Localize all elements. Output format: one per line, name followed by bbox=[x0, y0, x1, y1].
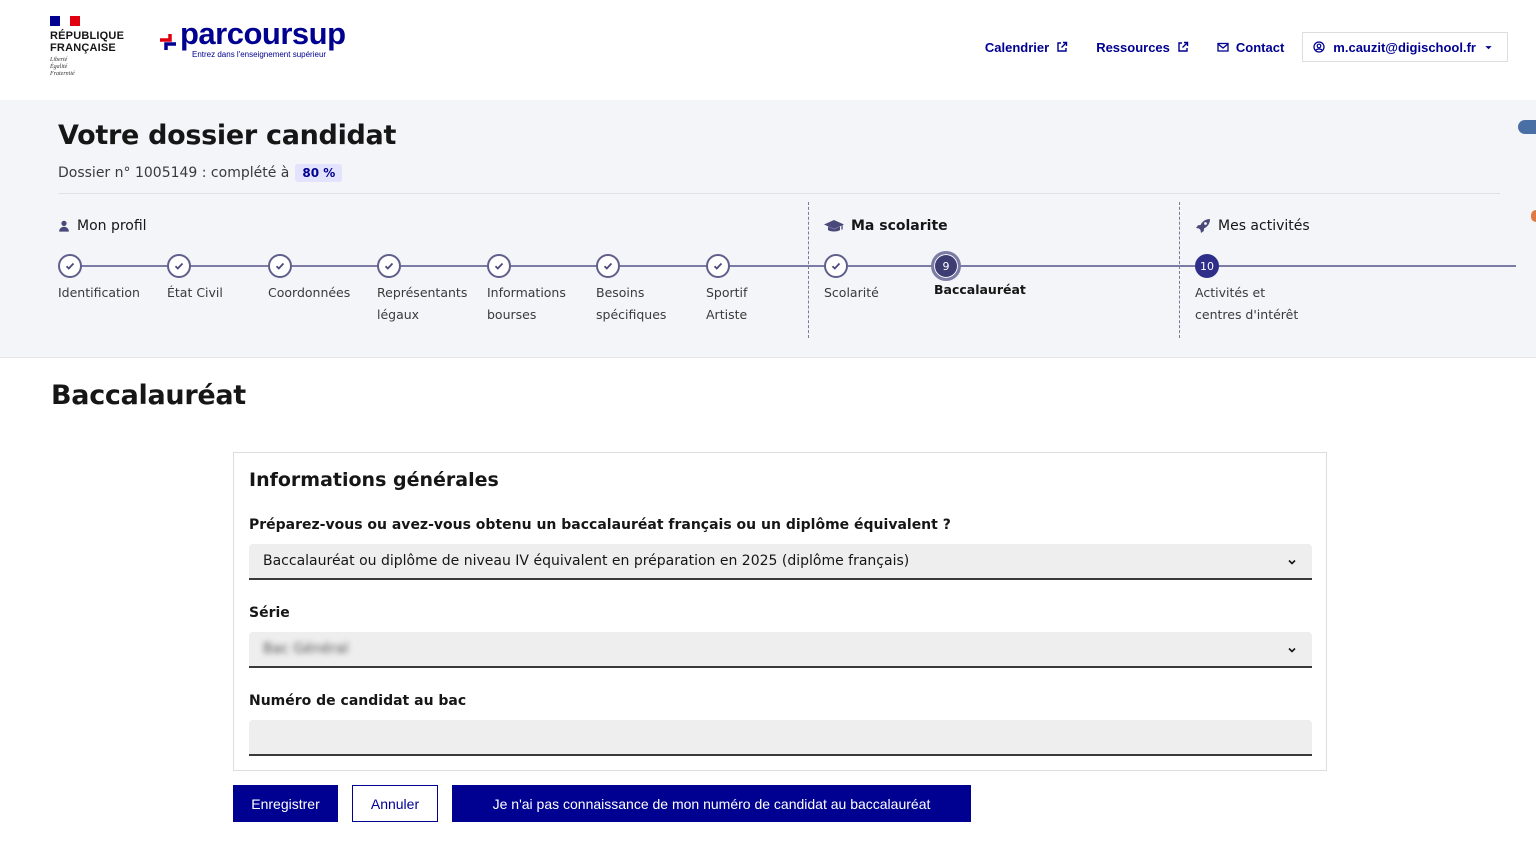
rf-motto-fraternite: Fraternité bbox=[50, 71, 75, 77]
user-email: m.cauzit@digischool.fr bbox=[1333, 39, 1476, 55]
serie-label: Série bbox=[249, 605, 290, 621]
step-scolarite[interactable] bbox=[824, 254, 879, 300]
step-coordonnees[interactable] bbox=[268, 254, 351, 300]
step-etat-civil[interactable] bbox=[167, 254, 223, 300]
logo-text: parcoursup bbox=[180, 16, 346, 51]
section-divider bbox=[1179, 202, 1180, 338]
step-todo-number: 10 bbox=[1195, 254, 1219, 278]
step-check-icon bbox=[596, 254, 620, 278]
step-label: Informations bourses bbox=[487, 285, 566, 322]
step-check-icon bbox=[706, 254, 730, 278]
bac-type-value: Baccalauréat ou diplôme de niveau IV équivalent en préparation en 2025 (diplôme français) bbox=[263, 553, 910, 569]
user-icon bbox=[58, 219, 70, 233]
completion-badge: 80 % bbox=[295, 164, 342, 182]
republique-francaise-logo[interactable] bbox=[50, 16, 140, 78]
rocket-icon bbox=[1195, 218, 1211, 234]
dossier-band bbox=[0, 100, 1536, 358]
step-label: Sportif Artiste bbox=[706, 285, 748, 322]
informations-generales-card bbox=[233, 452, 1327, 771]
step-identification[interactable] bbox=[58, 254, 140, 300]
site-header bbox=[0, 0, 1536, 100]
external-link-icon bbox=[1056, 41, 1068, 53]
step-label: Coordonnées bbox=[268, 285, 351, 300]
step-label: Représentants légaux bbox=[377, 285, 468, 322]
step-informations-bourses[interactable] bbox=[487, 254, 566, 322]
caret-down-icon bbox=[1484, 43, 1493, 52]
user-icon bbox=[1313, 41, 1325, 53]
rf-title bbox=[50, 30, 140, 54]
dossier-subtitle bbox=[58, 164, 342, 182]
step-label: Scolarité bbox=[824, 285, 879, 300]
section-ma-scolarite-label: Ma scolarite bbox=[851, 218, 948, 234]
graduation-cap-icon bbox=[824, 218, 844, 234]
chevron-down-icon bbox=[1286, 644, 1298, 656]
external-link-icon bbox=[1177, 41, 1189, 53]
contact-label: Contact bbox=[1235, 39, 1285, 55]
section-divider bbox=[808, 202, 809, 338]
serie-select[interactable] bbox=[249, 632, 1312, 668]
rf-motto-liberte: Liberté bbox=[50, 57, 68, 63]
ressources-label: Ressources bbox=[1096, 39, 1170, 55]
cancel-button[interactable]: Annuler bbox=[352, 785, 438, 822]
step-label: État Civil bbox=[167, 285, 223, 300]
band-separator bbox=[58, 193, 1500, 194]
user-account-menu[interactable] bbox=[1302, 32, 1508, 62]
step-activites[interactable] bbox=[1195, 254, 1299, 322]
step-representants-legaux[interactable] bbox=[377, 254, 468, 322]
card-title: Informations générales bbox=[249, 469, 499, 491]
serie-value: Bac Général bbox=[263, 641, 349, 657]
step-label: Activités et centres d'intérêt bbox=[1195, 285, 1299, 322]
section-mon-profil bbox=[58, 218, 147, 234]
save-button[interactable]: Enregistrer bbox=[233, 785, 338, 822]
side-widget-handle[interactable] bbox=[1518, 120, 1536, 134]
page-title: Baccalauréat bbox=[51, 380, 246, 411]
step-check-icon bbox=[487, 254, 511, 278]
step-label: Besoins spécifiques bbox=[596, 285, 667, 322]
chevron-down-icon bbox=[1286, 556, 1298, 568]
rf-title-line1: RÉPUBLIQUE bbox=[50, 30, 125, 42]
numero-candidat-label: Numéro de candidat au bac bbox=[249, 693, 467, 709]
section-ma-scolarite bbox=[824, 218, 948, 234]
contact-link[interactable] bbox=[1217, 40, 1284, 55]
step-label: Identification bbox=[58, 285, 140, 300]
section-mon-profil-label: Mon profil bbox=[77, 218, 147, 234]
step-check-icon bbox=[377, 254, 401, 278]
top-navigation bbox=[957, 32, 1508, 62]
calendrier-label: Calendrier bbox=[984, 39, 1050, 55]
bac-question-label: Préparez-vous ou avez-vous obtenu un baccalauréat français ou un diplôme équivalent ? bbox=[249, 517, 951, 533]
step-check-icon bbox=[824, 254, 848, 278]
french-flag-icon bbox=[50, 16, 80, 26]
rf-title-line2: FRANÇAISE bbox=[50, 42, 116, 54]
section-mes-activites bbox=[1195, 218, 1310, 234]
side-widget-dot[interactable] bbox=[1531, 210, 1536, 222]
ressources-link[interactable] bbox=[1096, 40, 1189, 55]
rf-motto-egalite: Égalité bbox=[50, 64, 68, 70]
step-baccalaureat[interactable] bbox=[934, 254, 1026, 297]
dossier-number-text: Dossier n° 1005149 : complété à bbox=[58, 165, 290, 181]
mail-icon bbox=[1217, 41, 1229, 53]
numero-candidat-input[interactable] bbox=[249, 720, 1312, 756]
step-check-icon bbox=[58, 254, 82, 278]
parcoursup-arrows-icon bbox=[158, 30, 182, 54]
step-sportif-artiste[interactable] bbox=[706, 254, 748, 322]
step-check-icon bbox=[167, 254, 191, 278]
logo-subtitle: Entrez dans l'enseignement supérieur bbox=[192, 50, 327, 59]
step-check-icon bbox=[268, 254, 292, 278]
step-current-number: 9 bbox=[931, 251, 961, 281]
rf-motto bbox=[50, 57, 140, 78]
step-label-current: Baccalauréat bbox=[934, 282, 1026, 297]
bac-type-select[interactable] bbox=[249, 544, 1312, 580]
calendrier-link[interactable] bbox=[985, 40, 1068, 55]
unknown-candidate-number-button[interactable]: Je n'ai pas connaissance de mon numéro de candidat au baccalauréat bbox=[452, 785, 971, 822]
step-besoins-specifiques[interactable] bbox=[596, 254, 667, 322]
section-mes-activites-label: Mes activités bbox=[1218, 218, 1310, 234]
dossier-title: Votre dossier candidat bbox=[58, 120, 397, 151]
